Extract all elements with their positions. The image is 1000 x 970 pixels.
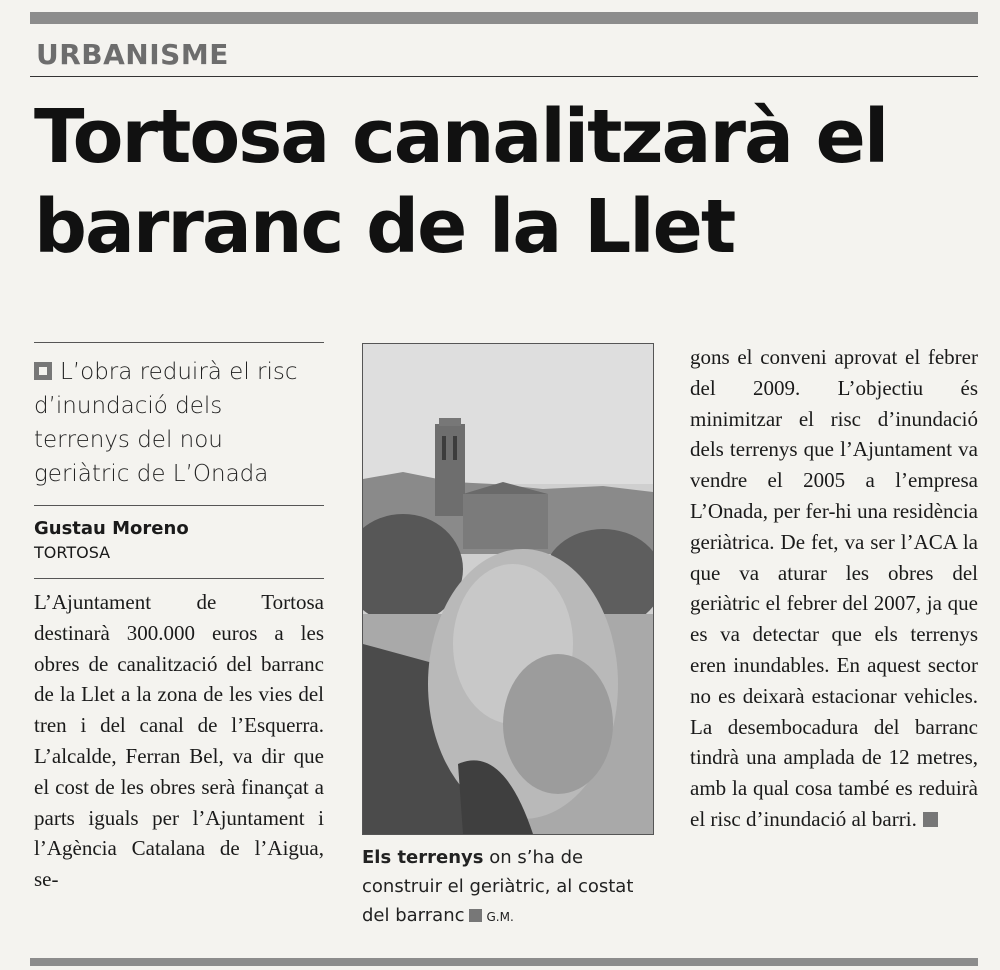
article-photo [362, 343, 654, 835]
caption-lead: Els terrenys [362, 847, 484, 868]
body-text-left: L’Ajuntament de Tortosa destinarà 300.000 euros a les obres de canalització del barranc de la Llet a la zona de les vies del tren i del canal de l’Esquerra. L’alcalde, Ferran Bel, va dir que el cost de les obres serà finançat a parts iguals per l’Ajuntament i l’Agència Catalana de l’Aigua, se- [34, 578, 324, 895]
top-rule [30, 12, 978, 24]
byline [34, 505, 324, 562]
headline: Tortosa canalitzarà el barranc de la Llet [34, 94, 888, 270]
lead-text: L’obra reduirà el risc d’inundació dels terrenys del nou geriàtric de L’Onada [34, 359, 298, 487]
lead-summary [34, 355, 324, 491]
section-label: URBANISME [36, 38, 229, 71]
right-column [690, 342, 978, 835]
bottom-rule [30, 958, 978, 966]
caption-square-icon [469, 909, 482, 922]
caption-text: on s’ha de construir el geriàtric, al costat del barranc [362, 847, 634, 926]
byline-author: Gustau Moreno [34, 518, 189, 539]
section-divider [30, 76, 978, 77]
photo-landscape [363, 344, 653, 834]
lead-divider [34, 342, 324, 343]
byline-place: TORTOSA [34, 543, 111, 562]
end-mark-icon [923, 812, 938, 827]
photo-caption [362, 843, 652, 932]
photo-credit: G.M. [486, 910, 514, 924]
bullet-square-icon [34, 362, 52, 380]
left-column [34, 342, 324, 895]
body-text-right: gons el conveni aprovat el febrer del 2009. L’objectiu és minimitzar el risc d’inundació dels terrenys que l’Ajuntament va vendre el 2005 a l’empresa L’Onada, per fer-hi una residència geriàtrica. De fet, va ser l’ACA la que va aturar les obres del geriàtric el febrer del 2007, ja que es va detectar que els terrenys eren inundables. En aquest sector no es deixarà estacionar vehicles. La desembocadura del barranc tindrà una amplada de 12 metres, amb la qual cosa també es reduirà el risc d’inundació al barri. [690, 345, 978, 831]
